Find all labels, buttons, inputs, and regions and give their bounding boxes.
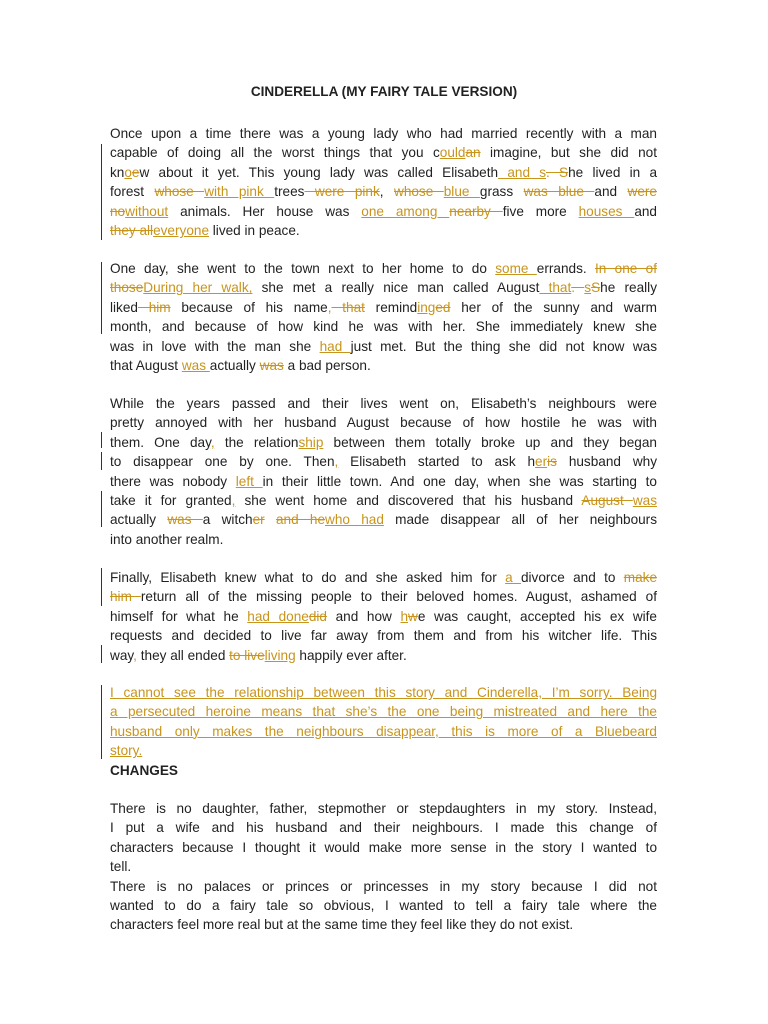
revision-bar xyxy=(101,144,102,240)
deleted-text: and he xyxy=(275,512,326,528)
text-run: pretty annoyed with her husband August because of how hostile he was with xyxy=(110,415,657,431)
revision-bar xyxy=(101,685,102,759)
text-run: imagine, but she did not xyxy=(480,145,657,161)
text-line xyxy=(110,202,657,221)
text-line xyxy=(110,472,657,491)
inserted-text: ing xyxy=(417,299,436,315)
inserted-text: who had xyxy=(325,512,384,528)
text-line xyxy=(110,182,657,201)
text-run: them. One day xyxy=(110,434,211,450)
deleted-text: were xyxy=(627,184,657,200)
deleted-text: is xyxy=(547,454,557,470)
deleted-text: In one of xyxy=(594,261,657,276)
text-run: the relation xyxy=(214,434,299,450)
text-run: , xyxy=(379,184,394,200)
deleted-text: S xyxy=(591,280,601,296)
inserted-text: everyone xyxy=(153,223,209,239)
inserted-text: story. xyxy=(110,743,143,759)
deleted-text: an xyxy=(465,145,481,161)
text-line xyxy=(110,722,657,741)
text-run: One day, she went to the town next to her home to do xyxy=(110,261,496,276)
text-run: himself for what he xyxy=(110,608,248,624)
inserted-text: a persecuted heroine means that she’s the one being mistreated and here the xyxy=(110,704,657,720)
text-line xyxy=(110,838,657,857)
text-line xyxy=(110,626,657,645)
text-line xyxy=(110,413,657,432)
text-run: return all of the missing people to their beloved homes. August, ashamed of xyxy=(140,589,657,605)
text-line xyxy=(110,741,657,760)
revision-bar xyxy=(101,645,102,663)
inserted-text: that xyxy=(539,280,572,296)
paragraph-3 xyxy=(110,394,657,549)
reviewer-comment xyxy=(110,683,657,761)
text-run: remind xyxy=(364,299,418,315)
revision-bar xyxy=(101,452,102,470)
text-run: lived in peace. xyxy=(209,223,300,239)
text-line xyxy=(110,163,657,182)
inserted-text: had done xyxy=(247,608,309,624)
text-run: actually xyxy=(209,358,260,374)
text-run: he lived in a xyxy=(568,164,658,180)
deleted-text: to live xyxy=(229,647,265,663)
inserted-text: and s xyxy=(498,164,547,180)
text-line xyxy=(110,356,657,375)
text-line xyxy=(110,530,657,549)
document-title: CINDERELLA (MY FAIRY TALE VERSION) xyxy=(250,84,518,99)
inserted-text: some xyxy=(495,261,537,276)
deleted-text: er xyxy=(252,512,265,528)
deleted-text: . S xyxy=(546,164,569,180)
text-run: because of his name xyxy=(170,299,328,315)
text-run: a witch xyxy=(202,512,253,528)
deleted-text: whose xyxy=(154,184,205,200)
text-line xyxy=(110,337,657,356)
text-run: Finally, Elisabeth knew what to do and she asked him for xyxy=(110,570,506,585)
text-line xyxy=(110,818,657,837)
revision-bar xyxy=(101,491,102,527)
text-run: tell. xyxy=(110,859,132,875)
text-line xyxy=(110,221,657,240)
text-run: between them totally broke up and they began xyxy=(323,434,657,450)
paragraph-2 xyxy=(110,259,657,375)
text-run: actually xyxy=(110,512,168,528)
deleted-text: they all xyxy=(110,223,154,239)
text-line xyxy=(110,278,657,297)
text-line xyxy=(110,702,657,721)
text-run: a bad person. xyxy=(283,358,371,374)
deleted-text: him xyxy=(137,299,171,315)
text-run: Once upon a time there was a young lady who had married recently with a man xyxy=(110,126,657,141)
inserted-text: ship xyxy=(298,434,324,450)
text-run: there was nobody xyxy=(110,473,236,489)
paragraph-4 xyxy=(110,568,657,665)
deleted-text: nearby xyxy=(449,203,503,219)
inserted-text: one among xyxy=(361,203,450,219)
inserted-text: was xyxy=(181,358,210,374)
inserted-text: , xyxy=(133,647,137,663)
inserted-text: During her walk, xyxy=(143,280,253,296)
text-run: way xyxy=(110,647,134,663)
changes-heading: CHANGES xyxy=(110,763,178,778)
text-run: While the years passed and their lives went on, Elisabeth’s neighbours were xyxy=(110,396,657,411)
text-run: she met a really nice man called August xyxy=(252,280,540,296)
paragraph-1 xyxy=(110,124,657,240)
deleted-text: was blue xyxy=(523,184,595,200)
text-line xyxy=(110,896,657,915)
deleted-text: was xyxy=(259,358,284,374)
text-line xyxy=(110,143,657,162)
text-line xyxy=(110,317,657,336)
revision-bar xyxy=(101,568,102,606)
text-run xyxy=(265,512,276,527)
deleted-text: did xyxy=(308,608,327,624)
text-line xyxy=(110,915,657,934)
text-run: her of the sunny and warm xyxy=(450,299,657,315)
inserted-text: with pink xyxy=(204,184,275,200)
text-run: capable of doing all the worst things that you c xyxy=(110,145,440,161)
text-line xyxy=(110,799,657,818)
text-line xyxy=(110,298,657,317)
text-line xyxy=(110,433,657,452)
text-line xyxy=(110,857,657,876)
text-run: he really xyxy=(600,280,657,296)
inserted-text: a xyxy=(505,570,521,585)
deleted-text: e xyxy=(131,164,140,180)
deleted-text: . xyxy=(571,280,585,296)
text-run: just met. But the thing she did not know was xyxy=(350,338,657,354)
inserted-text: , xyxy=(231,493,236,509)
deleted-text: those xyxy=(110,280,144,296)
inserted-text: husband only makes the neighbours disappear, this is more of a Bluebeard xyxy=(110,723,657,739)
text-run: wanted to do a fairy tale so obvious, I wanted to tell a fairy tale where the xyxy=(110,898,657,914)
text-line xyxy=(110,587,657,606)
text-run: divorce and to xyxy=(520,570,624,585)
text-line xyxy=(110,124,657,143)
deleted-text: make xyxy=(623,570,658,585)
text-run: liked xyxy=(110,299,138,315)
inserted-text: houses xyxy=(578,203,635,219)
text-run: I put a wife and his husband and their neighbours. I made this change of xyxy=(110,820,657,836)
text-line xyxy=(110,877,657,896)
text-run: grass xyxy=(479,184,524,200)
text-line xyxy=(110,510,657,529)
text-run: e was caught, accepted his ex wife xyxy=(417,608,657,624)
text-run: she went home and discovered that his husband xyxy=(235,493,582,509)
text-run: There is no daughter, father, stepmother or stepdaughters in my story. Instead, xyxy=(110,801,657,816)
text-line xyxy=(110,259,657,278)
text-run: animals. Her house was xyxy=(168,203,362,219)
text-run: errands. xyxy=(536,261,595,276)
text-line xyxy=(110,683,657,702)
text-run: requests and decided to live far away from them and from his witcher life. This xyxy=(110,628,657,644)
text-run: take it for granted xyxy=(110,493,232,509)
text-run: to disappear one by one. Then xyxy=(110,454,335,470)
inserted-text: o xyxy=(124,164,132,180)
text-line xyxy=(110,607,657,626)
text-line xyxy=(110,568,657,587)
deleted-text: w xyxy=(408,608,418,624)
inserted-text: , xyxy=(334,454,339,470)
text-run: and xyxy=(594,184,628,200)
deleted-text: was xyxy=(167,512,203,528)
inserted-text: h xyxy=(400,608,409,624)
text-run: characters feel more real but at the same time they feel like they do not exist. xyxy=(110,917,574,933)
inserted-text: ould xyxy=(439,145,466,161)
inserted-text: was xyxy=(632,493,657,509)
text-run: was in love with the man she xyxy=(110,338,320,354)
text-run: month, and because of how kind he was with her. She immediately knew she xyxy=(110,319,657,335)
inserted-text: I cannot see the relationship between this story and Cinderella, I’m sorry. Being xyxy=(110,685,657,700)
inserted-text: er xyxy=(535,454,548,470)
deleted-text: were pink xyxy=(304,184,380,200)
text-run: that August xyxy=(110,358,182,374)
inserted-text: , xyxy=(327,299,332,315)
inserted-text: living xyxy=(264,647,296,663)
text-run: kn xyxy=(110,164,125,180)
deleted-text: whose xyxy=(394,184,444,200)
inserted-text: had xyxy=(319,338,351,354)
text-run: husband why xyxy=(556,454,657,470)
deleted-text: ed xyxy=(435,299,451,315)
text-run: in their little town. And one day, when she was starting to xyxy=(262,473,657,489)
deleted-text: that xyxy=(331,299,365,315)
revision-bar xyxy=(101,262,102,334)
text-run: characters because I thought it would make more sense in the story I wanted to xyxy=(110,839,657,855)
deleted-text: no xyxy=(110,203,126,219)
text-line xyxy=(110,491,657,510)
text-run: made disappear all of her neighbours xyxy=(383,512,658,528)
inserted-text: without xyxy=(125,203,169,219)
text-run: trees xyxy=(274,184,305,200)
deleted-text: him xyxy=(110,589,141,605)
inserted-text: s xyxy=(584,280,592,296)
text-run: they all ended xyxy=(136,647,230,663)
text-run: There is no palaces or princes or princesses in my story because I did not xyxy=(110,878,657,894)
text-line xyxy=(110,646,657,665)
text-run: and xyxy=(634,203,657,219)
text-run: forest xyxy=(110,184,155,200)
inserted-text: left xyxy=(235,473,263,489)
inserted-text: blue xyxy=(443,184,480,200)
text-line xyxy=(110,394,657,413)
text-run: and how xyxy=(326,608,401,624)
paragraph-changes xyxy=(110,799,657,935)
deleted-text: August xyxy=(581,493,633,509)
text-run: w about it yet. This young lady was called Elisabeth xyxy=(139,164,499,180)
text-run: into another realm. xyxy=(110,531,224,547)
text-run: Elisabeth started to ask h xyxy=(338,454,536,470)
inserted-text: , xyxy=(210,434,215,450)
revision-bar xyxy=(101,432,102,448)
text-line xyxy=(110,452,657,471)
text-run: five more xyxy=(502,203,579,219)
text-run: happily ever after. xyxy=(295,647,407,663)
